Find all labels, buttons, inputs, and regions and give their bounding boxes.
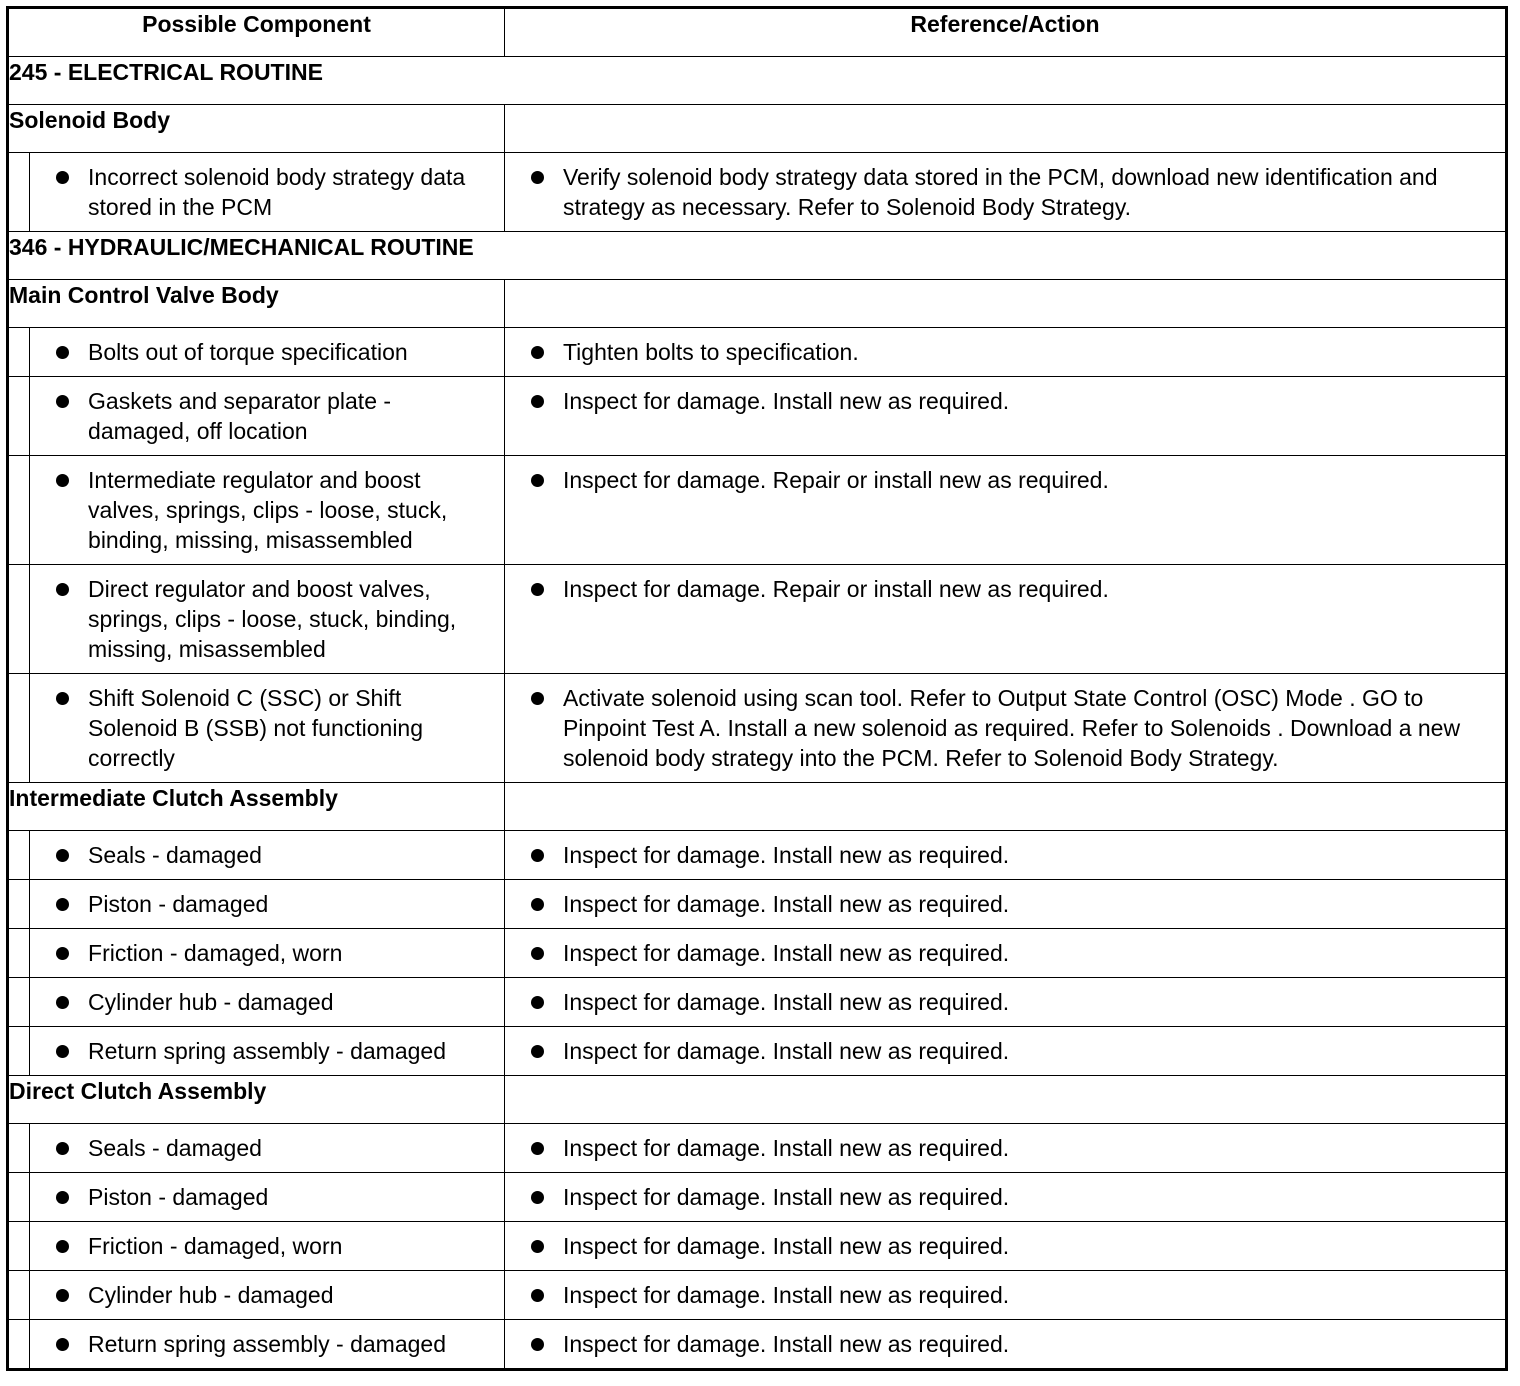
bullet-icon: [56, 583, 69, 596]
group-blank-cell: [504, 783, 1506, 831]
bullet-icon: [531, 474, 544, 487]
bullet-icon: [531, 1338, 544, 1351]
action-text: Inspect for damage. Install new as required.: [562, 388, 1010, 414]
action-text: Activate solenoid using scan tool. Refer to Output State Control (OSC) Mode . GO to Pinpoint Test A. Install a new solenoid as required. Refer to Solenoids . Download a new solenoid body strategy into the PCM. Refer to Solenoid Body Strategy.: [562, 685, 1461, 771]
component-text: Incorrect solenoid body strategy data stored in the PCM: [88, 164, 466, 220]
indent-cell: [8, 674, 30, 783]
action-text: Tighten bolts to specification.: [562, 339, 859, 365]
action-text: Inspect for damage. Install new as required.: [562, 940, 1010, 966]
bullet-icon: [56, 1142, 69, 1155]
bullet-icon: [531, 1289, 544, 1302]
indent-cell: [8, 565, 30, 674]
action-text: Inspect for damage. Install new as required.: [562, 891, 1010, 917]
bullet-icon: [531, 395, 544, 408]
table-row: [8, 1271, 1507, 1320]
action-text: Inspect for damage. Install new as required.: [562, 989, 1010, 1015]
action-cell: [504, 929, 1506, 978]
bullet-icon: [56, 1240, 69, 1253]
action-text: Inspect for damage. Install new as required.: [562, 1184, 1010, 1210]
header-possible-component: Possible Component: [8, 8, 505, 57]
diagnostic-table: [6, 6, 1508, 1371]
component-cell: [30, 377, 505, 456]
component-cell: [30, 1027, 505, 1076]
action-cell: [504, 1320, 1506, 1370]
indent-cell: [8, 1222, 30, 1271]
bullet-icon: [531, 346, 544, 359]
indent-cell: [8, 1271, 30, 1320]
action-text: Inspect for damage. Install new as required.: [562, 1135, 1010, 1161]
component-cell: [30, 674, 505, 783]
action-text: Inspect for damage. Install new as required.: [562, 1282, 1010, 1308]
action-cell: [504, 831, 1506, 880]
component-cell: [30, 1173, 505, 1222]
indent-cell: [8, 328, 30, 377]
component-cell: [30, 153, 505, 232]
bullet-icon: [56, 1191, 69, 1204]
table-row: [8, 328, 1507, 377]
component-cell: [30, 1271, 505, 1320]
component-text: Return spring assembly - damaged: [88, 1038, 446, 1064]
table-body: [8, 57, 1507, 1370]
component-cell: [30, 880, 505, 929]
indent-cell: [8, 978, 30, 1027]
component-cell: [30, 1222, 505, 1271]
bullet-icon: [56, 849, 69, 862]
component-text: Friction - damaged, worn: [88, 1233, 343, 1259]
action-cell: [504, 1173, 1506, 1222]
component-cell: [30, 1124, 505, 1173]
indent-cell: [8, 1173, 30, 1222]
action-text: Inspect for damage. Install new as required.: [562, 1038, 1010, 1064]
table-row: [8, 674, 1507, 783]
group-blank-cell: [504, 280, 1506, 328]
action-cell: [504, 880, 1506, 929]
table-row: [8, 153, 1507, 232]
bullet-icon: [531, 1045, 544, 1058]
indent-cell: [8, 153, 30, 232]
table-row: [8, 1173, 1507, 1222]
section-row: [8, 232, 1507, 280]
table-row: [8, 1027, 1507, 1076]
action-cell: [504, 456, 1506, 565]
table-row: [8, 1320, 1507, 1370]
indent-cell: [8, 1320, 30, 1370]
table-row: [8, 1124, 1507, 1173]
action-cell: [504, 978, 1506, 1027]
group-row: [8, 280, 1507, 328]
component-cell: [30, 929, 505, 978]
bullet-icon: [56, 692, 69, 705]
component-text: Shift Solenoid C (SSC) or Shift Solenoid B (SSB) not functioning correctly: [88, 685, 424, 771]
component-text: Gaskets and separator plate - damaged, off location: [88, 388, 392, 444]
group-row: [8, 783, 1507, 831]
indent-cell: [8, 1027, 30, 1076]
action-text: Inspect for damage. Repair or install new as required.: [562, 467, 1109, 493]
header-row: [8, 8, 1507, 57]
indent-cell: [8, 880, 30, 929]
bullet-icon: [56, 1289, 69, 1302]
indent-cell: [8, 377, 30, 456]
component-text: Return spring assembly - damaged: [88, 1331, 446, 1357]
group-title: Direct Clutch Assembly: [8, 1076, 505, 1124]
bullet-icon: [531, 1240, 544, 1253]
action-cell: [504, 377, 1506, 456]
action-cell: [504, 674, 1506, 783]
action-cell: [504, 1027, 1506, 1076]
group-blank-cell: [504, 105, 1506, 153]
table-row: [8, 880, 1507, 929]
action-cell: [504, 565, 1506, 674]
bullet-icon: [531, 996, 544, 1009]
bullet-icon: [531, 849, 544, 862]
component-text: Intermediate regulator and boost valves, springs, clips - loose, stuck, binding, missing, misassembled: [88, 467, 448, 553]
component-text: Piston - damaged: [88, 1184, 269, 1210]
bullet-icon: [56, 346, 69, 359]
component-cell: [30, 328, 505, 377]
bullet-icon: [56, 898, 69, 911]
header-reference-action: Reference/Action: [504, 8, 1506, 57]
bullet-icon: [531, 947, 544, 960]
table-row: [8, 929, 1507, 978]
bullet-icon: [531, 692, 544, 705]
bullet-icon: [56, 996, 69, 1009]
bullet-icon: [56, 395, 69, 408]
action-text: Inspect for damage. Install new as required.: [562, 842, 1010, 868]
component-text: Seals - damaged: [88, 842, 262, 868]
group-title: Main Control Valve Body: [8, 280, 505, 328]
component-text: Friction - damaged, worn: [88, 940, 343, 966]
bullet-icon: [531, 1142, 544, 1155]
table-row: [8, 978, 1507, 1027]
bullet-icon: [56, 171, 69, 184]
bullet-icon: [531, 171, 544, 184]
component-cell: [30, 456, 505, 565]
bullet-icon: [531, 1191, 544, 1204]
action-cell: [504, 328, 1506, 377]
table-row: [8, 1222, 1507, 1271]
indent-cell: [8, 1124, 30, 1173]
component-text: Piston - damaged: [88, 891, 269, 917]
component-text: Cylinder hub - damaged: [88, 1282, 334, 1308]
component-text: Seals - damaged: [88, 1135, 262, 1161]
component-cell: [30, 565, 505, 674]
group-title: Solenoid Body: [8, 105, 505, 153]
component-cell: [30, 978, 505, 1027]
table-row: [8, 377, 1507, 456]
indent-cell: [8, 831, 30, 880]
action-text: Inspect for damage. Repair or install new as required.: [562, 576, 1109, 602]
group-title: Intermediate Clutch Assembly: [8, 783, 505, 831]
section-row: [8, 57, 1507, 105]
action-cell: [504, 1222, 1506, 1271]
indent-cell: [8, 456, 30, 565]
action-text: Inspect for damage. Install new as required.: [562, 1233, 1010, 1259]
action-cell: [504, 1271, 1506, 1320]
action-cell: [504, 1124, 1506, 1173]
section-title: 245 - ELECTRICAL ROUTINE: [8, 57, 1507, 105]
component-cell: [30, 1320, 505, 1370]
component-text: Direct regulator and boost valves, springs, clips - loose, stuck, binding, missing, misassembled: [88, 576, 457, 662]
bullet-icon: [531, 583, 544, 596]
action-text: Verify solenoid body strategy data stored in the PCM, download new identification and strategy as necessary. Refer to Solenoid Body Strategy.: [562, 164, 1438, 220]
table-row: [8, 565, 1507, 674]
indent-cell: [8, 929, 30, 978]
bullet-icon: [531, 898, 544, 911]
bullet-icon: [56, 474, 69, 487]
component-text: Bolts out of torque specification: [88, 339, 408, 365]
group-row: [8, 105, 1507, 153]
group-row: [8, 1076, 1507, 1124]
table-row: [8, 456, 1507, 565]
component-cell: [30, 831, 505, 880]
bullet-icon: [56, 947, 69, 960]
group-blank-cell: [504, 1076, 1506, 1124]
table-row: [8, 831, 1507, 880]
bullet-icon: [56, 1338, 69, 1351]
action-text: Inspect for damage. Install new as required.: [562, 1331, 1010, 1357]
component-text: Cylinder hub - damaged: [88, 989, 334, 1015]
action-cell: [504, 153, 1506, 232]
section-title: 346 - HYDRAULIC/MECHANICAL ROUTINE: [8, 232, 1507, 280]
bullet-icon: [56, 1045, 69, 1058]
